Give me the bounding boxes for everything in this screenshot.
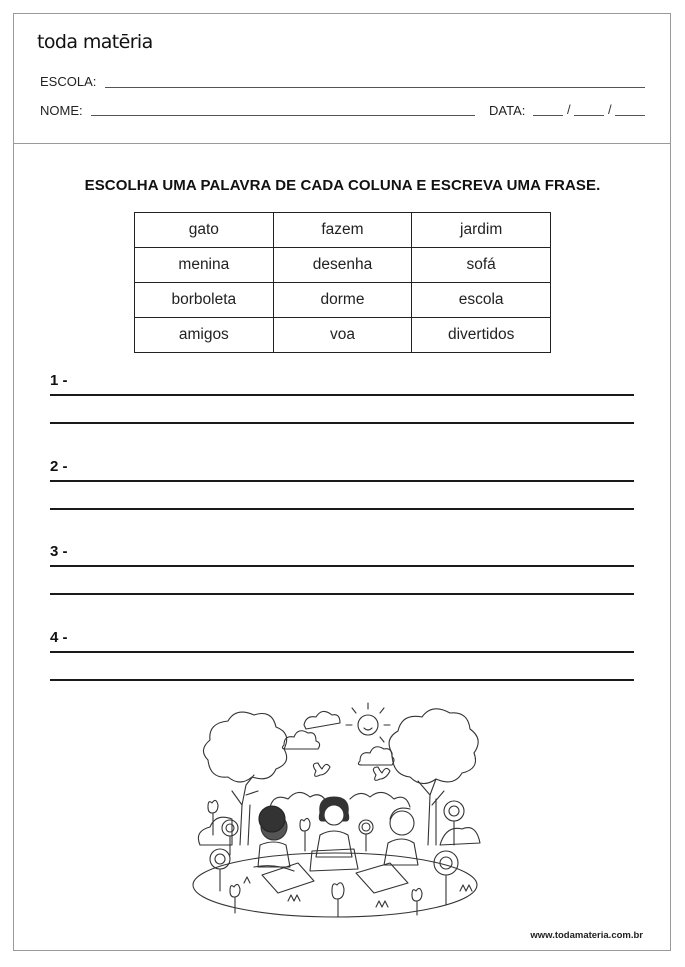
table-cell: dorme: [273, 283, 412, 318]
table-row: [135, 318, 551, 353]
table-cell: gato: [135, 213, 274, 248]
answer-3-line-1[interactable]: [50, 565, 634, 567]
answer-2-line-1[interactable]: [50, 480, 634, 482]
table-cell: borboleta: [135, 283, 274, 318]
flower-icon: [359, 820, 373, 851]
park-drawing-illustration: [170, 695, 500, 925]
date-year-field[interactable]: [615, 115, 645, 116]
brand-logo: toda matēria: [37, 31, 153, 53]
child-icon: [316, 797, 352, 857]
sun-icon: [346, 703, 390, 742]
cloud-icon: [304, 711, 340, 729]
tulip-icon: [300, 818, 310, 851]
table-cell: amigos: [135, 318, 274, 353]
flower-icon: [434, 851, 458, 905]
nome-field[interactable]: [91, 115, 475, 116]
butterfly-icon: [313, 763, 330, 776]
table-cell: escola: [412, 283, 551, 318]
table-cell: menina: [135, 248, 274, 283]
date-month-field[interactable]: [574, 115, 604, 116]
data-label: DATA:: [489, 103, 526, 118]
table-cell: divertidos: [412, 318, 551, 353]
tulip-icon: [332, 883, 344, 917]
child-icon: [254, 806, 294, 871]
answer-4-line-1[interactable]: [50, 651, 634, 653]
header-divider: [13, 143, 671, 144]
answer-1-line-2[interactable]: [50, 422, 634, 424]
answer-2-line-2[interactable]: [50, 508, 634, 510]
table-cell: sofá: [412, 248, 551, 283]
answer-4-label: 4 -: [50, 629, 68, 646]
paper-icon: [356, 863, 408, 893]
escola-field[interactable]: [105, 87, 645, 88]
date-separator: /: [608, 102, 612, 117]
cloud-icon: [358, 747, 394, 765]
table-row: [135, 248, 551, 283]
table-row: [135, 283, 551, 318]
cloud-icon: [282, 731, 319, 749]
answer-3-line-2[interactable]: [50, 593, 634, 595]
instruction-heading: ESCOLHA UMA PALAVRA DE CADA COLUNA E ESCREVA UMA FRASE.: [84, 177, 601, 194]
answer-2-label: 2 -: [50, 458, 68, 475]
date-separator: /: [567, 102, 571, 117]
footer-url[interactable]: www.todamateria.com.br: [530, 930, 643, 941]
tree-icon: [389, 709, 478, 845]
table-cell: voa: [273, 318, 412, 353]
tulip-icon: [208, 800, 218, 835]
answer-1-label: 1 -: [50, 372, 68, 389]
table-cell: jardim: [412, 213, 551, 248]
answer-4-line-2[interactable]: [50, 679, 634, 681]
flower-icon: [444, 801, 464, 845]
answer-1-line-1[interactable]: [50, 394, 634, 396]
table-cell: desenha: [273, 248, 412, 283]
answer-3-label: 3 -: [50, 543, 68, 560]
nome-label: NOME:: [40, 103, 83, 118]
table-row: [135, 213, 551, 248]
word-table: [134, 212, 551, 353]
table-cell: fazem: [273, 213, 412, 248]
escola-label: ESCOLA:: [40, 74, 97, 89]
flower-icon: [210, 849, 230, 891]
butterfly-icon: [373, 767, 390, 780]
date-day-field[interactable]: [533, 115, 563, 116]
